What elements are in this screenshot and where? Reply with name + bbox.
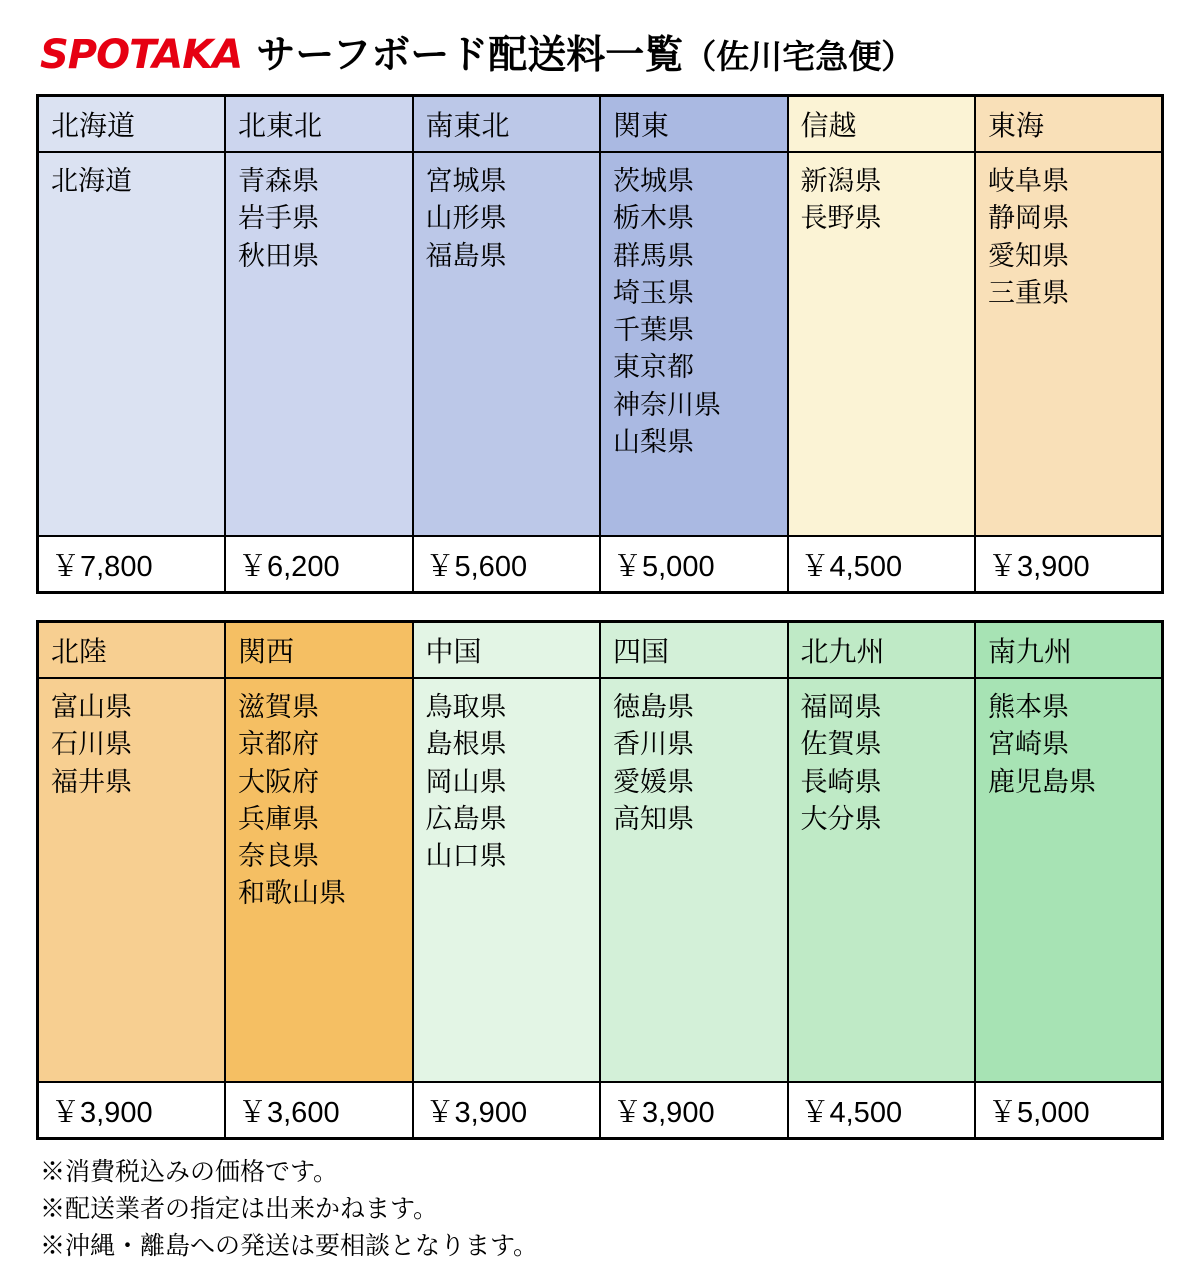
prefecture-name: 京都府 bbox=[238, 729, 319, 760]
price-cell: ￥6,200 bbox=[225, 536, 413, 593]
prefecture-list bbox=[413, 678, 601, 1082]
prefecture-name: 福島県 bbox=[425, 240, 507, 271]
prefecture-list bbox=[38, 678, 226, 1082]
prefecture-name: 神奈川県 bbox=[613, 389, 721, 420]
prefecture-name: 福井県 bbox=[51, 766, 132, 797]
page-title bbox=[40, 24, 1164, 80]
price-cell: ￥4,500 bbox=[788, 1082, 976, 1139]
prefecture-name: 島根県 bbox=[425, 729, 507, 760]
prefecture-name: 富山県 bbox=[51, 692, 132, 722]
prefecture-name: 三重県 bbox=[988, 277, 1069, 308]
region-header-row bbox=[38, 96, 1163, 153]
price-cell: ￥3,900 bbox=[975, 536, 1163, 593]
prefecture-name: 鳥取県 bbox=[425, 692, 507, 722]
prefecture-name: 和歌山県 bbox=[238, 878, 346, 909]
region-header-cell: 四国 bbox=[600, 622, 788, 679]
region-header-cell: 信越 bbox=[788, 96, 976, 153]
price-cell: ￥5,000 bbox=[975, 1082, 1163, 1139]
prefecture-name: 青森県 bbox=[238, 166, 319, 196]
title-carrier: （佐川宅急便） bbox=[683, 38, 915, 75]
note-line: ※配送業者の指定は出来かねます。 bbox=[40, 1195, 439, 1223]
region-header-cell: 関西 bbox=[225, 622, 413, 679]
price-cell: ￥3,900 bbox=[600, 1082, 788, 1139]
title-main: サーフボード配送料一覧 bbox=[256, 34, 684, 77]
price-row bbox=[38, 1082, 1163, 1139]
fee-table-south bbox=[36, 620, 1164, 1140]
prefecture-name: 熊本県 bbox=[988, 692, 1069, 722]
prefecture-name: 山梨県 bbox=[613, 426, 694, 457]
price-cell: ￥5,000 bbox=[600, 536, 788, 593]
prefecture-list bbox=[225, 678, 413, 1082]
prefecture-name: 北海道 bbox=[51, 166, 132, 196]
prefecture-name: 新潟県 bbox=[800, 166, 882, 196]
prefecture-name: 佐賀県 bbox=[800, 729, 882, 760]
prefecture-list bbox=[225, 152, 413, 536]
prefecture-name: 高知県 bbox=[613, 803, 694, 834]
prefecture-name: 長野県 bbox=[800, 203, 882, 234]
prefecture-name: 山口県 bbox=[425, 841, 507, 871]
prefecture-list bbox=[413, 152, 601, 536]
prefecture-name: 群馬県 bbox=[613, 240, 694, 271]
prefecture-name: 奈良県 bbox=[238, 841, 319, 871]
prefecture-name: 大分県 bbox=[800, 803, 882, 834]
prefecture-list bbox=[975, 152, 1163, 536]
prefecture-name: 岩手県 bbox=[238, 203, 319, 234]
price-cell: ￥7,800 bbox=[38, 536, 226, 593]
prefecture-name: 埼玉県 bbox=[613, 277, 694, 308]
prefecture-list bbox=[788, 152, 976, 536]
prefecture-name: 徳島県 bbox=[613, 692, 694, 722]
prefecture-name: 千葉県 bbox=[613, 315, 694, 345]
note-line: ※消費税込みの価格です。 bbox=[40, 1158, 339, 1186]
prefecture-name: 広島県 bbox=[425, 803, 507, 834]
region-header-cell: 南九州 bbox=[975, 622, 1163, 679]
prefecture-name: 岐阜県 bbox=[988, 166, 1069, 196]
region-header-cell: 関東 bbox=[600, 96, 788, 153]
prefecture-list bbox=[600, 152, 788, 536]
price-cell: ￥5,600 bbox=[413, 536, 601, 593]
prefecture-name: 香川県 bbox=[613, 729, 694, 760]
prefecture-name: 愛媛県 bbox=[613, 766, 694, 797]
region-header-cell: 東海 bbox=[975, 96, 1163, 153]
prefecture-row bbox=[38, 678, 1163, 1082]
brand-logo: SPOTAKA bbox=[40, 32, 243, 78]
region-header-cell: 北海道 bbox=[38, 96, 226, 153]
prefecture-list bbox=[975, 678, 1163, 1082]
prefecture-name: 宮崎県 bbox=[988, 729, 1069, 760]
prefecture-name: 茨城県 bbox=[613, 166, 694, 196]
region-header-cell: 北東北 bbox=[225, 96, 413, 153]
prefecture-list bbox=[600, 678, 788, 1082]
prefecture-name: 長崎県 bbox=[800, 766, 882, 797]
price-cell: ￥3,600 bbox=[225, 1082, 413, 1139]
prefecture-name: 宮城県 bbox=[425, 166, 507, 196]
price-cell: ￥3,900 bbox=[38, 1082, 226, 1139]
prefecture-name: 山形県 bbox=[425, 203, 507, 234]
price-cell: ￥4,500 bbox=[788, 536, 976, 593]
prefecture-row bbox=[38, 152, 1163, 536]
prefecture-name: 福岡県 bbox=[800, 692, 882, 722]
note-line: ※沖縄・離島への発送は要相談となります。 bbox=[40, 1232, 539, 1260]
prefecture-name: 岡山県 bbox=[425, 766, 507, 797]
price-row bbox=[38, 536, 1163, 593]
prefecture-name: 石川県 bbox=[51, 729, 132, 760]
prefecture-name: 愛知県 bbox=[988, 240, 1069, 271]
prefecture-name: 鹿児島県 bbox=[988, 766, 1096, 797]
prefecture-name: 栃木県 bbox=[613, 203, 694, 234]
prefecture-name: 秋田県 bbox=[238, 240, 319, 271]
region-header-cell: 南東北 bbox=[413, 96, 601, 153]
region-header-row bbox=[38, 622, 1163, 679]
price-cell: ￥3,900 bbox=[413, 1082, 601, 1139]
notes-block bbox=[40, 1154, 1164, 1265]
prefecture-list bbox=[38, 152, 226, 536]
prefecture-name: 大阪府 bbox=[238, 766, 319, 797]
region-header-cell: 中国 bbox=[413, 622, 601, 679]
region-header-cell: 北九州 bbox=[788, 622, 976, 679]
fee-table-north bbox=[36, 94, 1164, 594]
prefecture-name: 滋賀県 bbox=[238, 692, 319, 722]
region-header-cell: 北陸 bbox=[38, 622, 226, 679]
prefecture-name: 静岡県 bbox=[988, 203, 1069, 234]
prefecture-name: 東京都 bbox=[613, 352, 694, 383]
prefecture-name: 兵庫県 bbox=[238, 803, 319, 834]
prefecture-list bbox=[788, 678, 976, 1082]
